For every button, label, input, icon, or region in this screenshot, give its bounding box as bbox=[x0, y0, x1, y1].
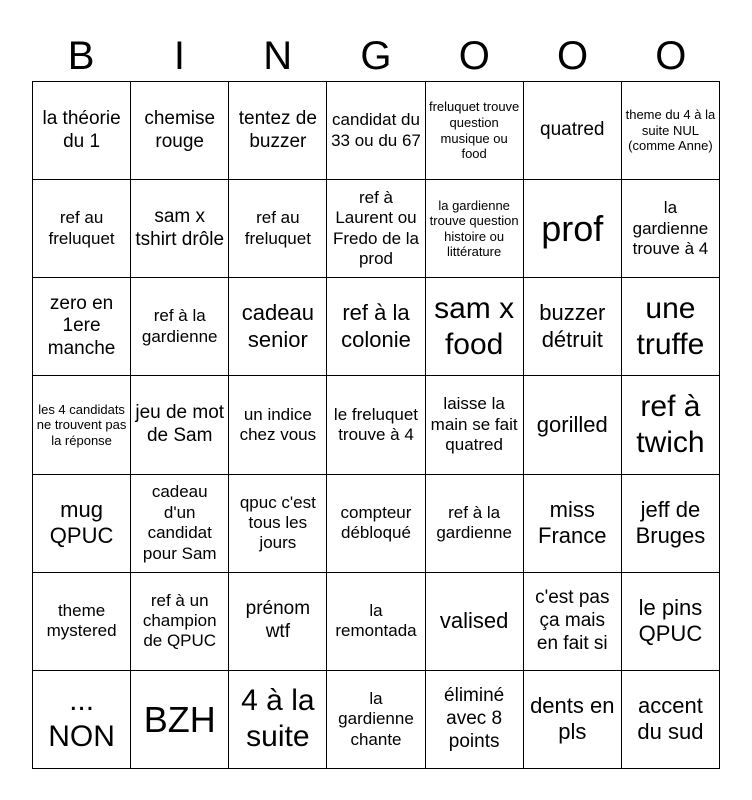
cell-text: la gardienne trouve à 4 bbox=[632, 198, 709, 258]
bingo-cell[interactable] bbox=[426, 180, 524, 278]
cell-text: les 4 candidats ne trouvent pas la réponse bbox=[36, 401, 127, 448]
cell-text: freluquet trouve question musique ou food bbox=[428, 99, 520, 162]
cell-text: 4 à la suite bbox=[241, 684, 315, 754]
bingo-cell[interactable] bbox=[524, 573, 622, 671]
cell-text: buzzer détruit bbox=[539, 300, 606, 352]
bingo-cell[interactable] bbox=[131, 180, 229, 278]
cell-text: theme mystered bbox=[46, 600, 117, 641]
cell-text: ref au freluquet bbox=[244, 208, 311, 248]
cell-text: quatred bbox=[540, 119, 605, 141]
cell-text: sam x tshirt drôle bbox=[135, 205, 225, 250]
bingo-cell[interactable] bbox=[622, 278, 720, 376]
cell-text: sam x food bbox=[434, 291, 515, 361]
bingo-cell[interactable] bbox=[229, 278, 327, 376]
cell-text: candidat du 33 ou du 67 bbox=[331, 110, 421, 150]
header-letter: G bbox=[360, 34, 392, 78]
bingo-cell[interactable] bbox=[327, 82, 425, 180]
cell-text: c'est pas ça mais en fait si bbox=[535, 587, 610, 654]
cell-text: ref au freluquet bbox=[48, 208, 115, 248]
cell-text: la remontada bbox=[335, 600, 417, 641]
bingo-cell[interactable] bbox=[524, 278, 622, 376]
cell-text: accent du sud bbox=[637, 693, 704, 745]
bingo-cell[interactable] bbox=[33, 671, 131, 769]
cell-text: valised bbox=[439, 608, 509, 634]
cell-text: prénom wtf bbox=[245, 598, 311, 643]
cell-text: zero en 1ere manche bbox=[47, 292, 116, 360]
cell-text: qpuc c'est tous les jours bbox=[239, 492, 316, 553]
header-letter: B bbox=[67, 34, 95, 78]
cell-text: le pins QPUC bbox=[638, 594, 703, 647]
bingo-cell[interactable] bbox=[426, 82, 524, 180]
cell-text: la gardienne trouve question histoire ou littérature bbox=[429, 197, 519, 260]
header-letter: O bbox=[458, 34, 490, 78]
bingo-cell[interactable] bbox=[327, 573, 425, 671]
bingo-cell[interactable] bbox=[33, 573, 131, 671]
bingo-cell[interactable] bbox=[229, 82, 327, 180]
bingo-cell[interactable] bbox=[622, 475, 720, 573]
bingo-cell[interactable] bbox=[33, 180, 131, 278]
header-letter: N bbox=[263, 34, 293, 78]
cell-text: le freluquet trouve à 4 bbox=[333, 404, 419, 444]
bingo-cell[interactable] bbox=[622, 82, 720, 180]
cell-text: BZH bbox=[143, 698, 216, 740]
cell-text: ref à la gardienne bbox=[141, 306, 218, 346]
cell-text: prof bbox=[541, 208, 604, 250]
cell-text: éliminé avec 8 points bbox=[444, 685, 505, 752]
bingo-grid bbox=[32, 81, 720, 769]
bingo-cell[interactable] bbox=[131, 376, 229, 474]
cell-text: compteur débloqué bbox=[340, 502, 412, 543]
bingo-cell[interactable] bbox=[426, 376, 524, 474]
cell-text: une truffe bbox=[636, 291, 705, 361]
bingo-cell[interactable] bbox=[524, 376, 622, 474]
cell-text: dents en pls bbox=[530, 693, 615, 745]
bingo-cell[interactable] bbox=[33, 475, 131, 573]
cell-text: tentez de buzzer bbox=[238, 107, 317, 152]
bingo-cell[interactable] bbox=[327, 475, 425, 573]
bingo-cell[interactable] bbox=[131, 278, 229, 376]
cell-text: mug QPUC bbox=[49, 496, 114, 549]
cell-text: ref à Laurent ou Fredo de la prod bbox=[332, 187, 419, 269]
cell-text: ref à la gardienne bbox=[436, 502, 512, 543]
cell-text: jeu de mot de Sam bbox=[135, 402, 225, 446]
bingo-cell[interactable] bbox=[33, 82, 131, 180]
header-letter: O bbox=[655, 34, 687, 78]
cell-text: cadeau d'un candidat pour Sam bbox=[142, 482, 217, 563]
cell-text: gorilled bbox=[536, 411, 608, 437]
cell-text: ref à twich bbox=[636, 389, 705, 459]
bingo-cell[interactable] bbox=[524, 180, 622, 278]
cell-text: chemise rouge bbox=[144, 107, 216, 152]
bingo-cell[interactable] bbox=[229, 573, 327, 671]
bingo-cell[interactable] bbox=[33, 376, 131, 474]
bingo-header bbox=[32, 30, 720, 82]
bingo-cell[interactable] bbox=[524, 82, 622, 180]
cell-text: ref à un champion de QPUC bbox=[142, 590, 217, 651]
header-letter: O bbox=[556, 34, 589, 78]
bingo-cell[interactable] bbox=[622, 573, 720, 671]
bingo-cell[interactable] bbox=[426, 573, 524, 671]
cell-text: la théorie du 1 bbox=[42, 107, 121, 152]
bingo-cell[interactable] bbox=[229, 671, 327, 769]
cell-text: miss France bbox=[538, 496, 607, 549]
bingo-cell[interactable] bbox=[426, 278, 524, 376]
cell-text: jeff de Bruges bbox=[635, 496, 706, 549]
bingo-cell[interactable] bbox=[131, 671, 229, 769]
bingo-cell[interactable] bbox=[622, 180, 720, 278]
bingo-cell[interactable] bbox=[131, 573, 229, 671]
bingo-cell[interactable] bbox=[229, 376, 327, 474]
cell-text: ... NON bbox=[48, 684, 115, 754]
bingo-cell[interactable] bbox=[426, 671, 524, 769]
bingo-cell[interactable] bbox=[131, 82, 229, 180]
cell-text: un indice chez vous bbox=[239, 404, 317, 444]
cell-text: theme du 4 à la suite NUL (comme Anne) bbox=[625, 107, 716, 154]
bingo-cell[interactable] bbox=[622, 376, 720, 474]
bingo-cell[interactable] bbox=[229, 475, 327, 573]
bingo-cell[interactable] bbox=[524, 671, 622, 769]
bingo-cell[interactable] bbox=[622, 671, 720, 769]
cell-text: la gardienne chante bbox=[338, 688, 414, 749]
bingo-cell[interactable] bbox=[524, 475, 622, 573]
cell-text: ref à la colonie bbox=[341, 300, 411, 352]
bingo-cell[interactable] bbox=[33, 278, 131, 376]
bingo-cell[interactable] bbox=[327, 671, 425, 769]
cell-text: cadeau senior bbox=[241, 300, 314, 352]
bingo-cell[interactable] bbox=[426, 475, 524, 573]
header-letter: I bbox=[173, 34, 185, 78]
bingo-cell[interactable] bbox=[229, 180, 327, 278]
cell-text: laisse la main se fait quatred bbox=[430, 394, 518, 455]
bingo-cell[interactable] bbox=[327, 376, 425, 474]
bingo-cell[interactable] bbox=[131, 475, 229, 573]
bingo-cell[interactable] bbox=[327, 180, 425, 278]
bingo-cell[interactable] bbox=[327, 278, 425, 376]
